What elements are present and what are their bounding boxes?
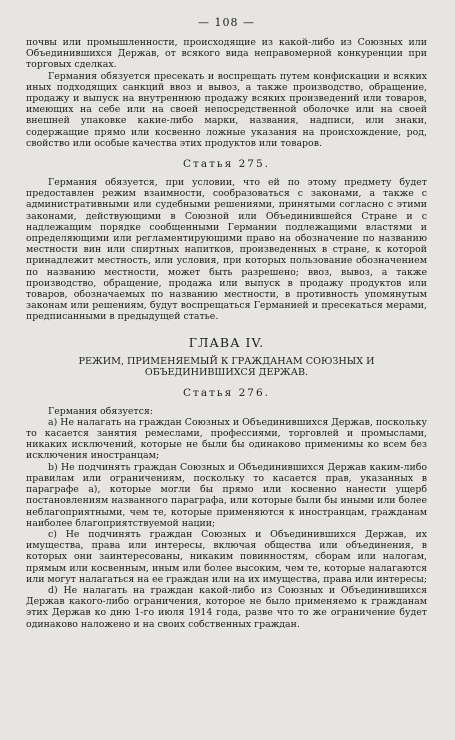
paragraph-intro: Германия обязуется: <box>48 405 153 417</box>
paragraph-continuation: почвы или промышленности, происходящие из какой-либо из Союзных или Объединившихся Держав, от всякого вида неправомерной конкуренции при торговых сделках. <box>26 37 427 71</box>
clause-c: c) Не подчинять граждан Союзных и Объединившихся Держав, их имущества, права или интересы, включая общества или объединения, в которых они заинтересованы, никаким повинностям, сборам или налогам, прямым или косвенным, иным или более высоким, чем те, которые налагаются или могут налагаться на ее граждан или на их имущества, права или интересы; <box>26 528 428 585</box>
chapter-subtitle: РЕЖИМ, ПРИМЕНЯЕМЫЙ К ГРАЖДАНАМ СОЮЗНЫХ И ОБЪЕДИНИВШИХСЯ ДЕРЖАВ. <box>78 355 375 378</box>
chapter-heading: ГЛАВА IV. <box>188 334 265 350</box>
clause-a: a) Не налагать на граждан Союзных и Объединившихся Держав, поскольку то касается занятия ремеслами, профессиями, торговлей и промыслами, никаких исключений, которые не были бы одинаково применимы ко всем без исключения иностранцам; <box>26 416 427 462</box>
article-275-heading: Статья 275. <box>183 158 270 171</box>
paragraph-article-274-part-2: Германия обязуется пресекать и воспрещать путем конфискации и всяких иных подходящих санкций ввоз и вывоз, а также производство, обращение, продажу и выпуск на внутреннюю продажу всяких произведений или товаров, имеющих на себе или на своей непосредственной оболочке или на своей внешней упаковке какие-либо марки, названия, надписи, или знаки, содержащие прямо или косвенно ложные указания на происхождение, род, свойство или особые качества этих продуктов или товаров. <box>26 70 427 149</box>
page-number: — 108 — <box>198 16 255 29</box>
clause-d: d) Не налагать на граждан какой-либо из Союзных и Объединившихся Держав какого-либо ограничения, которое не было применяемо к гражданам этих Держав ко дню 1-го июля 1914 года, разве что то же ограничение будет одинаково наложено и на своих собственных граждан. <box>26 584 427 630</box>
paragraph-article-275: Германия обязуется, при условии, что ей по этому предмету будет предоставлен режим взаимности, сообразоваться с законами, а также с административными или судебными решениями, принятыми согласно с этими законами, действующими в Союзной или Объединившейся Стране и с надлежащим порядке сообщенными Германии подлежащими властями и определяющими или регламентирующими право на обозначение по названию местности вин или спиртных напитков, произведенных в стране, к которой принадлежит местность, или условия, при которых пользование обозначением по названию местности, может быть разрешено; ввоз, вывоз, а также производство, обращение, продажа или выпуск в продажу продуктов или товаров, обозначаемых по названию местности, в противность упомянутым законам или решениям, будут воспрещаться Германией и пресекаться мерами, предписанными в предыдущей статье. <box>26 177 427 323</box>
clause-b: b) Не подчинять граждан Союзных и Объединившихся Держав каким-либо правилам или ограничениям, поскольку то касается прав, указанных в параграфе a), которые могли бы прямо или косвенно нанести ущерб постановлениям названного параграфа, или которые были бы иными или более неблагоприятными, чем те, которые применяются к иностранцам, гражданам наиболее благоприятствуемой нации; <box>26 461 427 529</box>
article-276-heading: Статья 276. <box>183 386 270 399</box>
